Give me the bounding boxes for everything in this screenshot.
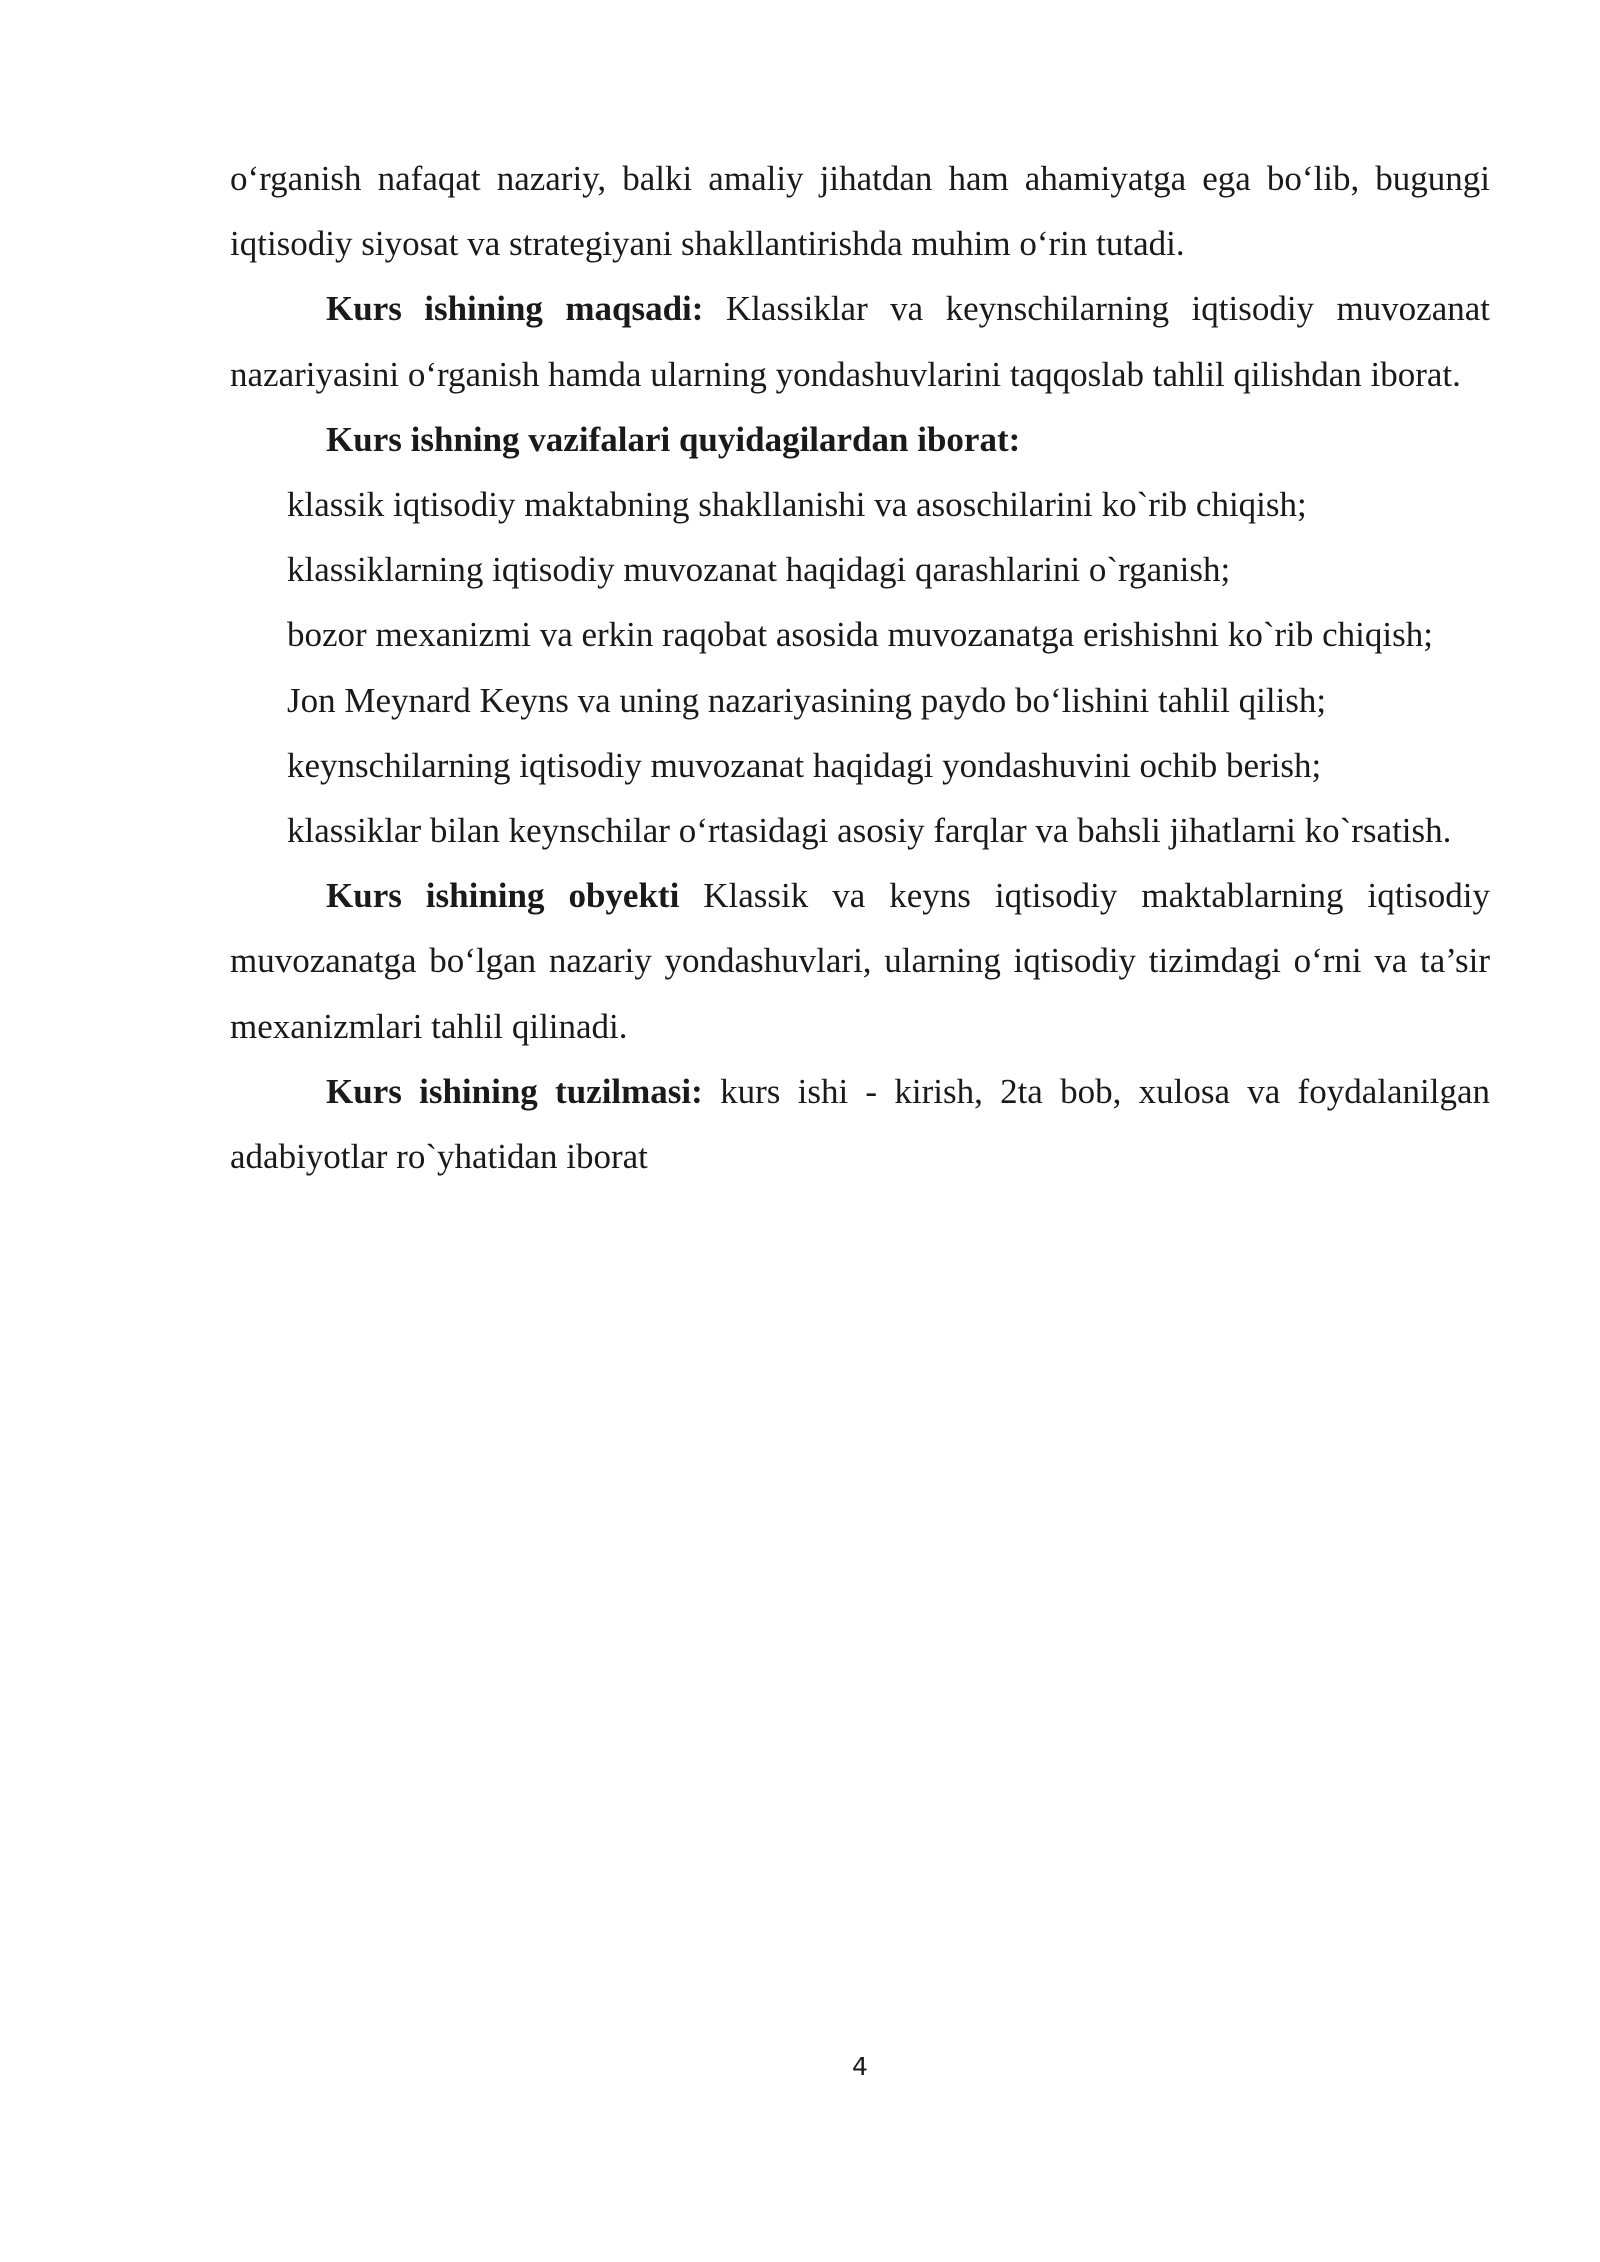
task-item: klassiklarning iqtisodiy muvozanat haqidagi qarashlarini o`rganish; bbox=[287, 550, 1231, 590]
task-item: Jon Meynard Keyns va uning nazariyasining paydo bo‘lishini tahlil qilish; bbox=[287, 680, 1327, 720]
goal-paragraph bbox=[230, 276, 1490, 406]
structure-text: kurs ishi - kirish, 2ta bob, xulosa va foydalanilgan adabiyotlar ro`yhatidan iborat bbox=[230, 1071, 1490, 1177]
object-text: Klassik va keyns iqtisodiy maktablarning iqtisodiy muvozanatga bo‘lgan nazariy yondashuvlari, ularning iqtisodiy tizimdagi o‘rni va ta’sir mexanizmlari tahlil qilinadi. bbox=[230, 876, 1490, 1046]
task-item: bozor mexanizmi va erkin raqobat asosida muvozanatga erishishni ko`rib chiqish; bbox=[287, 615, 1433, 655]
page-number: 4 bbox=[852, 2052, 868, 2081]
task-item: keynschilarning iqtisodiy muvozanat haqidagi yondashuvini ochib berish; bbox=[287, 745, 1322, 785]
task-item: klassik iqtisodiy maktabning shakllanishi va asoschilarini ko`rib chiqish; bbox=[287, 485, 1307, 525]
structure-paragraph bbox=[230, 1059, 1490, 1189]
tasks-heading bbox=[230, 407, 1490, 472]
object-paragraph bbox=[230, 863, 1490, 1059]
goal-text: Klassiklar va keynschilarning iqtisodiy muvozanat nazariyasini o‘rganish hamda ularning yondashuvlarini taqqoslab tahlil qilishdan iborat. bbox=[230, 289, 1490, 394]
goal-label: Kurs ishining maqsadi: bbox=[326, 289, 704, 329]
document-page bbox=[230, 146, 1490, 1189]
object-label: Kurs ishining obyekti bbox=[326, 876, 680, 916]
tasks-list bbox=[230, 472, 1490, 863]
intro-paragraph: o‘rganish nafaqat nazariy, balki amaliy jihatdan ham ahamiyatga ega bo‘lib, bugungi iqtisodiy siyosat va strategiyani shakllantirishda muhim o‘rin tutadi. bbox=[230, 159, 1490, 264]
tasks-heading-label: Kurs ishning vazifalari quyidagilardan iborat: bbox=[326, 419, 1021, 459]
structure-label: Kurs ishining tuzilmasi: bbox=[326, 1071, 703, 1111]
task-item: klassiklar bilan keynschilar o‘rtasidagi asosiy farqlar va bahsli jihatlarni ko`rsatish. bbox=[287, 811, 1452, 851]
